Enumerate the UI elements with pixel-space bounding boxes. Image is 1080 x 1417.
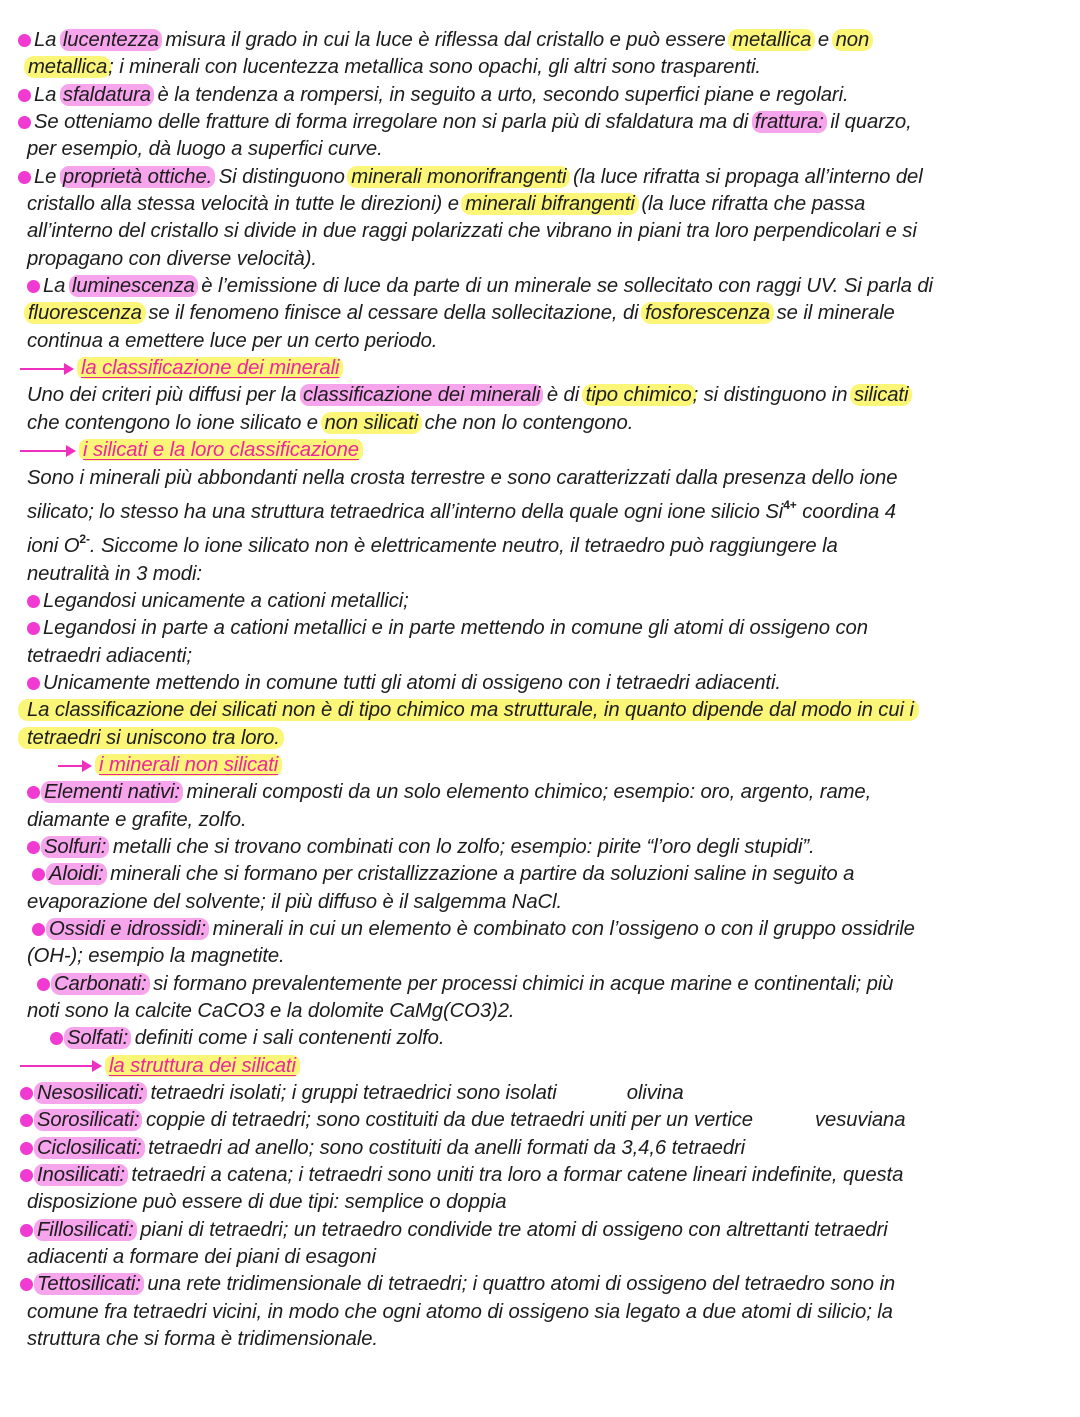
paragraph-lucentezza-cont xyxy=(18,54,1062,81)
list-item-cont xyxy=(18,643,1062,670)
text: metalli che si trovano combinati con lo zolfo; esempio: pirite “l’oro degli stupidi”. xyxy=(112,835,815,858)
bullet-dot xyxy=(32,923,45,936)
text: cristallo alla stessa velocità in tutte le direzioni) e xyxy=(27,193,459,216)
bullet-dot xyxy=(27,280,40,293)
term-label: Aloidi: xyxy=(46,863,107,885)
list-item xyxy=(18,588,1062,615)
list-item-cont xyxy=(18,807,1062,834)
text: una rete tridimensionale di tetraedri; i quattro atomi di ossigeno del tetraedro sono in xyxy=(147,1273,896,1296)
example-mineral: vesuviana xyxy=(814,1109,906,1132)
text: coppie di tetraedri; sono costituiti da due tetraedri uniti per un vertice xyxy=(145,1109,753,1132)
bullet-dot xyxy=(18,116,31,129)
list-item-solfuri xyxy=(18,834,1062,861)
list-item-cont xyxy=(18,1189,1062,1216)
text: (la luce rifratta che passa xyxy=(641,193,866,216)
text: e xyxy=(817,29,830,51)
text: evaporazione del solvente; il più diffuso è il salgemma NaCl. xyxy=(27,890,563,913)
paragraph-luminescenza xyxy=(18,273,1062,300)
text: comune fra tetraedri vicini, in modo che ogni atomo di ossigeno sia legato a due atomi di silicio; la xyxy=(27,1300,893,1323)
text: è di xyxy=(546,384,580,407)
text: Uno dei criteri più diffusi per la xyxy=(27,384,297,407)
term-label: Inosilicati: xyxy=(34,1164,128,1186)
text: minerali che si formano per cristallizzazione a partire da soluzioni saline in seguito a xyxy=(110,863,855,886)
paragraph-proprieta-cont xyxy=(18,246,1062,273)
paragraph-highlighted-cont xyxy=(18,725,1062,752)
highlight-term: silicati xyxy=(850,384,912,406)
highlight-term: fluorescenza xyxy=(24,302,146,324)
list-item-cont xyxy=(18,998,1062,1025)
text: ; i minerali con lucentezza metallica sono opachi, gli altri sono trasparenti. xyxy=(108,56,761,79)
section-heading-non-silicati xyxy=(18,752,1062,779)
text: tetraedri ad anello; sono costituiti da anelli formati da 3,4,6 tetraedri xyxy=(148,1136,746,1159)
list-item-sorosilicati xyxy=(18,1107,1062,1134)
bullet-dot xyxy=(50,1032,63,1045)
paragraph-silicati-cont xyxy=(18,492,1062,526)
paragraph-proprieta-ottiche xyxy=(18,164,1062,191)
text: tetraedri a catena; i tetraedri sono uniti tra loro a formar catene lineari indefinite, questa xyxy=(131,1164,904,1187)
highlight-term: sfaldatura xyxy=(60,84,154,106)
paragraph-highlighted xyxy=(18,697,1062,724)
text: che non lo contengono. xyxy=(424,411,634,434)
paragraph-silicati-cont xyxy=(18,561,1062,588)
highlight-term: metallica xyxy=(728,29,815,51)
list-item-cont xyxy=(18,1299,1062,1326)
paragraph-classificazione-cont xyxy=(18,410,1062,437)
heading-text: la struttura dei silicati xyxy=(105,1055,300,1077)
text: . Siccome lo ione silicato non è elettricamente neutro, il tetraedro può raggiungere la xyxy=(89,535,838,558)
heading-text: la classificazione dei minerali xyxy=(77,357,343,379)
bullet-dot xyxy=(18,171,31,184)
list-item-ossidi xyxy=(18,916,1062,943)
text: definiti come i sali contenenti zolfo. xyxy=(134,1027,445,1050)
bullet-dot xyxy=(20,1142,33,1155)
term-label: Ciclosilicati: xyxy=(34,1137,145,1159)
highlight-term: luminescenza xyxy=(69,275,198,297)
bullet-dot xyxy=(27,841,40,854)
paragraph-sfaldatura xyxy=(18,82,1062,109)
section-heading-struttura xyxy=(18,1053,1062,1080)
highlight-term: tipo chimico xyxy=(582,384,696,406)
term-label: Tettosilicati: xyxy=(34,1273,144,1295)
text: (OH-); esempio la magnetite. xyxy=(27,945,285,968)
paragraph-silicati-cont xyxy=(18,526,1062,560)
text: si formano prevalentemente per processi chimici in acque marine e continentali; più xyxy=(153,972,894,995)
highlight-term: minerali bifrangenti xyxy=(461,193,638,215)
text: il quarzo, xyxy=(830,111,912,134)
text: Legandosi unicamente a cationi metallici; xyxy=(43,589,409,612)
text: misura il grado in cui la luce è riflessa dal cristallo e può essere xyxy=(165,29,726,51)
arrow-icon xyxy=(20,368,70,370)
highlight-term: minerali monorifrangenti xyxy=(347,166,570,188)
highlight-term: non xyxy=(832,29,874,51)
list-item-inosilicati xyxy=(18,1162,1062,1189)
paragraph-luminescenza-cont xyxy=(18,300,1062,327)
text: Si distinguono xyxy=(218,165,345,188)
bullet-dot xyxy=(20,1114,33,1127)
text: che contengono lo ione silicato e xyxy=(27,411,318,434)
text: Sono i minerali più abbondanti nella crosta terrestre e sono caratterizzati dalla presenza dello ione xyxy=(27,466,898,489)
text: struttura che si forma è tridimensionale. xyxy=(27,1328,378,1351)
bullet-dot xyxy=(27,677,40,690)
bullet-dot xyxy=(37,978,50,991)
text: minerali in cui un elemento è combinato con l’ossigeno o con il gruppo ossidrile xyxy=(212,918,915,940)
term-label: Ossidi e idrossidi: xyxy=(46,918,209,940)
list-item-nesosilicati xyxy=(18,1080,1062,1107)
bullet-dot xyxy=(20,1224,33,1237)
paragraph-silicati xyxy=(18,465,1062,492)
superscript: 2- xyxy=(79,532,90,547)
text: ; si distinguono in xyxy=(692,384,848,407)
text: neutralità in 3 modi: xyxy=(27,562,202,585)
text: se il minerale xyxy=(776,302,895,325)
list-item-solfati xyxy=(18,1025,1062,1052)
text: (la luce rifratta si propaga all’interno del xyxy=(573,165,923,188)
paragraph-frattura-cont xyxy=(18,136,1062,163)
superscript: 4+ xyxy=(783,497,797,512)
list-item-tettosilicati xyxy=(18,1271,1062,1298)
text: Unicamente mettendo in comune tutti gli atomi di ossigeno con i tetraedri adiacenti. xyxy=(43,671,781,694)
bullet-dot xyxy=(20,1169,33,1182)
term-label: Elementi nativi: xyxy=(41,781,183,803)
bullet-dot xyxy=(18,34,31,47)
list-item xyxy=(18,615,1062,642)
text: Legandosi in parte a cationi metallici e in parte mettendo in comune gli atomi di ossigeno con xyxy=(43,617,868,640)
term-label: Solfati: xyxy=(64,1027,131,1049)
text: piani di tetraedri; un tetraedro condivide tre atomi di ossigeno con altrettanti tetraedri xyxy=(140,1218,888,1241)
list-item-cont xyxy=(18,889,1062,916)
highlight-term: fosforescenza xyxy=(641,302,774,324)
highlight-term: proprietà ottiche. xyxy=(60,166,215,188)
highlight-sentence: La classificazione dei silicati non è di tipo chimico ma strutturale, in quanto dipende dal modo in cui i xyxy=(18,699,919,721)
text: propagano con diverse velocità). xyxy=(27,247,317,270)
text: è l’emissione di luce da parte di un minerale se sollecitato con raggi UV. Si parla di xyxy=(201,275,933,298)
term-label: Nesosilicati: xyxy=(34,1082,147,1104)
text: adiacenti a formare dei piani di esagoni xyxy=(27,1246,376,1269)
example-mineral: olivina xyxy=(626,1082,684,1105)
paragraph-frattura xyxy=(18,109,1062,136)
heading-text: i minerali non silicati xyxy=(95,754,282,776)
text: minerali composti da un solo elemento chimico; esempio: oro, argento, rame, xyxy=(186,781,872,804)
text: continua a emettere luce per un certo periodo. xyxy=(27,329,438,352)
bullet-dot xyxy=(18,89,31,102)
highlight-term: non silicati xyxy=(321,412,423,434)
text: noti sono la calcite CaCO3 e la dolomite CaMg(CO3)2. xyxy=(27,1000,515,1023)
text: è la tendenza a rompersi, in seguito a urto, secondo superfici piane e regolari. xyxy=(157,83,849,106)
term-label: Fillosilicati: xyxy=(34,1219,137,1241)
text: all’interno del cristallo si divide in due raggi polarizzati che vibrano in piani tra loro perpendicolari e si xyxy=(27,220,917,243)
bullet-dot xyxy=(27,595,40,608)
term-label: Sorosilicati: xyxy=(34,1109,142,1131)
arrow-icon xyxy=(58,765,88,767)
text: La xyxy=(43,275,66,298)
list-item-cont xyxy=(18,943,1062,970)
text: diamante e grafite, zolfo. xyxy=(27,808,247,831)
list-item-carbonati xyxy=(18,971,1062,998)
bullet-dot xyxy=(27,786,40,799)
text: tetraedri isolati; i gruppi tetraedrici sono isolati xyxy=(150,1082,557,1105)
paragraph-luminescenza-cont xyxy=(18,328,1062,355)
bullet-dot xyxy=(27,622,40,635)
text: per esempio, dà luogo a superfici curve. xyxy=(27,138,383,161)
list-item-cont xyxy=(18,1326,1062,1353)
bullet-dot xyxy=(20,1278,33,1291)
text: La xyxy=(34,29,57,51)
highlight-term: frattura: xyxy=(752,111,827,133)
text: Se otteniamo delle fratture di forma irregolare non si parla più di sfaldatura ma di xyxy=(34,111,749,134)
term-label: Carbonati: xyxy=(51,973,150,995)
text: ioni O xyxy=(27,535,80,558)
list-item-fillosilicati xyxy=(18,1217,1062,1244)
text: disposizione può essere di due tipi: semplice o doppia xyxy=(27,1191,507,1214)
text: tetraedri adiacenti; xyxy=(27,644,192,667)
bullet-dot xyxy=(32,868,45,881)
highlight-term: lucentezza xyxy=(60,29,162,51)
list-item xyxy=(18,670,1062,697)
text: silicato; lo stesso ha una struttura tetraedrica all’interno della quale ogni ione silicio Si xyxy=(27,500,784,523)
term-label: Solfuri: xyxy=(41,836,109,858)
section-heading-classificazione xyxy=(18,355,1062,382)
bullet-dot xyxy=(20,1087,33,1100)
paragraph-proprieta-cont xyxy=(18,218,1062,245)
paragraph-proprieta-cont xyxy=(18,191,1062,218)
arrow-icon xyxy=(20,1065,98,1067)
list-item-ciclosilicati xyxy=(18,1135,1062,1162)
text: coordina 4 xyxy=(802,500,896,523)
highlight-term: classificazione dei minerali xyxy=(300,384,543,406)
paragraph-lucentezza xyxy=(18,27,1062,54)
highlight-term: metallica xyxy=(24,56,111,78)
text: La xyxy=(34,83,57,106)
list-item-cont xyxy=(18,1244,1062,1271)
arrow-icon xyxy=(20,450,72,452)
list-item-aloidi xyxy=(18,861,1062,888)
list-item-elementi-nativi xyxy=(18,779,1062,806)
heading-text: i silicati e la loro classificazione xyxy=(79,439,363,461)
text: se il fenomeno finisce al cessare della sollecitazione, di xyxy=(148,302,639,325)
section-heading-silicati xyxy=(18,437,1062,464)
paragraph-classificazione xyxy=(18,382,1062,409)
text: Le xyxy=(34,165,57,188)
highlight-sentence: tetraedri si uniscono tra loro. xyxy=(18,727,284,749)
